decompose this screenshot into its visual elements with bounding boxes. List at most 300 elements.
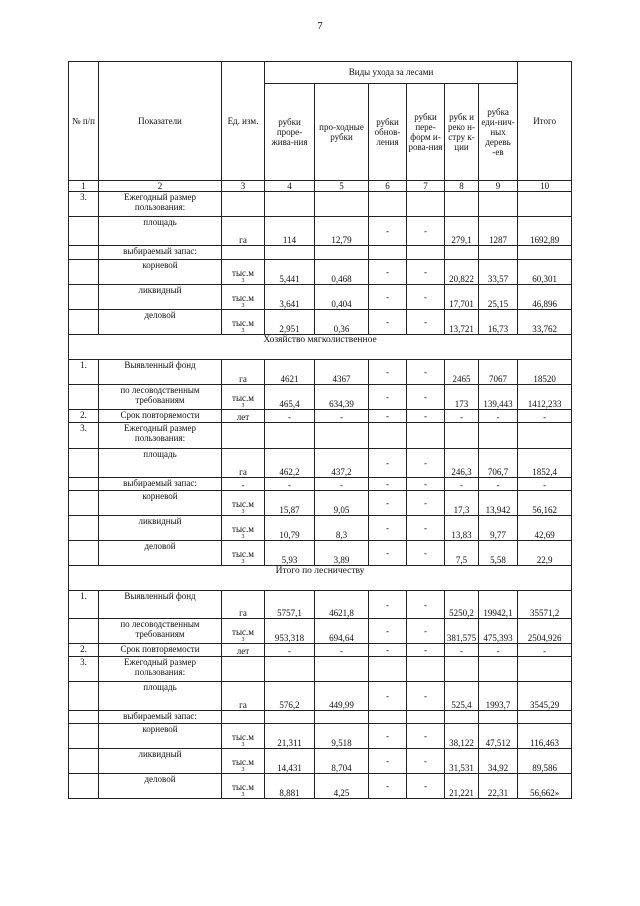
row-value: 2504,926	[518, 619, 572, 644]
row-value: 114	[265, 217, 315, 246]
row-unit	[222, 410, 265, 423]
row-value: -	[407, 285, 445, 310]
row-label: площадь	[99, 449, 222, 478]
table-row	[69, 774, 572, 799]
row-value: 60,301	[518, 260, 572, 285]
row-number: 3.	[69, 657, 99, 682]
row-value	[518, 246, 572, 260]
row-value: 475,393	[479, 619, 518, 644]
row-value: -	[407, 644, 445, 657]
row-value: -	[315, 644, 369, 657]
row-value	[265, 423, 315, 449]
row-value	[518, 711, 572, 724]
row-value: -	[315, 478, 369, 491]
unit-text: тыс.м	[232, 549, 254, 559]
row-label: по лесоводственным требованиям	[99, 385, 222, 410]
row-label: площадь	[99, 217, 222, 246]
row-value: 47,512	[479, 724, 518, 749]
row-label: Ежегодный размер пользования:	[99, 192, 222, 217]
column-number: 9	[479, 181, 518, 192]
row-value: -	[407, 310, 445, 335]
header-col: рубк и реко н-стру к-ции	[445, 84, 479, 181]
row-value	[479, 246, 518, 260]
unit-superscript: 3	[241, 637, 245, 644]
row-value: -	[369, 591, 407, 619]
row-number	[69, 260, 99, 285]
unit-text: тыс.м	[232, 732, 254, 742]
row-value: -	[407, 541, 445, 566]
row-value: 7067	[479, 360, 518, 385]
row-value: 38,122	[445, 724, 479, 749]
row-unit	[222, 478, 265, 491]
row-value: 634,39	[315, 385, 369, 410]
column-number: 7	[407, 181, 445, 192]
row-label: ликвидный	[99, 285, 222, 310]
table-row	[69, 724, 572, 749]
row-value: 5,58	[479, 541, 518, 566]
header-unit: Ед. изм.	[222, 62, 265, 181]
table-row	[69, 644, 572, 657]
row-unit	[222, 619, 265, 644]
row-value: -	[369, 285, 407, 310]
row-value: -	[407, 260, 445, 285]
row-value	[265, 192, 315, 217]
row-value: 246,3	[445, 449, 479, 478]
row-value: 1692,89	[518, 217, 572, 246]
row-value: 449,99	[315, 682, 369, 711]
row-value	[315, 423, 369, 449]
unit-text: тыс.м	[232, 782, 254, 792]
row-value	[369, 192, 407, 217]
table-body	[69, 62, 572, 799]
row-value: -	[369, 682, 407, 711]
header-total: Итого	[518, 62, 572, 181]
row-value: 20,822	[445, 260, 479, 285]
row-value: -	[369, 385, 407, 410]
row-value: -	[445, 478, 479, 491]
row-number	[69, 217, 99, 246]
row-value: 9,77	[479, 516, 518, 541]
row-value: -	[407, 774, 445, 799]
header-group: Виды ухода за лесами	[265, 62, 518, 84]
row-unit	[222, 360, 265, 385]
unit-text: -	[241, 480, 245, 490]
column-number: 6	[369, 181, 407, 192]
row-value	[369, 423, 407, 449]
row-value: 3,89	[315, 541, 369, 566]
row-value: 5,93	[265, 541, 315, 566]
row-value: -	[479, 478, 518, 491]
row-value: 16,73	[479, 310, 518, 335]
row-number	[69, 478, 99, 491]
table-row	[69, 285, 572, 310]
unit-superscript: 3	[241, 559, 245, 566]
row-value: 17,3	[445, 491, 479, 516]
row-unit	[222, 516, 265, 541]
row-number	[69, 285, 99, 310]
row-unit	[222, 423, 265, 449]
unit-text: га	[239, 235, 247, 245]
row-value: 19942,1	[479, 591, 518, 619]
row-value: -	[369, 541, 407, 566]
row-value: 10,79	[265, 516, 315, 541]
row-value: 2,951	[265, 310, 315, 335]
table-row	[69, 423, 572, 449]
row-unit	[222, 285, 265, 310]
row-label: по лесоводственным требованиям	[99, 619, 222, 644]
row-value	[518, 657, 572, 682]
table-row	[69, 711, 572, 724]
row-unit	[222, 246, 265, 260]
row-value: 0,36	[315, 310, 369, 335]
row-value: -	[369, 749, 407, 774]
row-value	[265, 246, 315, 260]
row-value: -	[369, 360, 407, 385]
row-value: 8,3	[315, 516, 369, 541]
row-value: 1412,233	[518, 385, 572, 410]
row-number	[69, 711, 99, 724]
row-label: деловой	[99, 774, 222, 799]
row-number	[69, 749, 99, 774]
row-value	[407, 711, 445, 724]
header-col: рубки проре-жива-ния	[265, 84, 315, 181]
row-number	[69, 246, 99, 260]
row-label: ликвидный	[99, 516, 222, 541]
table-row	[69, 449, 572, 478]
row-value	[518, 192, 572, 217]
row-value	[445, 657, 479, 682]
row-value: 139,443	[479, 385, 518, 410]
row-label: корневой	[99, 724, 222, 749]
row-value: -	[369, 516, 407, 541]
table-row	[69, 192, 572, 217]
table-row	[69, 385, 572, 410]
row-value: 89,586	[518, 749, 572, 774]
section-row	[69, 566, 572, 591]
row-value: -	[407, 449, 445, 478]
row-value: -	[369, 478, 407, 491]
header-col: рубки обнов-ления	[369, 84, 407, 181]
row-value: -	[479, 410, 518, 423]
row-value: 953,318	[265, 619, 315, 644]
column-number: 1	[69, 181, 99, 192]
row-number	[69, 516, 99, 541]
row-label: деловой	[99, 310, 222, 335]
row-number	[69, 385, 99, 410]
row-label: корневой	[99, 260, 222, 285]
row-value: -	[265, 410, 315, 423]
row-value: 9,05	[315, 491, 369, 516]
row-value: -	[369, 644, 407, 657]
unit-text: лет	[236, 646, 250, 656]
row-value: 35571,2	[518, 591, 572, 619]
row-value: 1993,7	[479, 682, 518, 711]
row-value: 4621,8	[315, 591, 369, 619]
unit-superscript: 3	[241, 742, 245, 749]
header-col: рубка еди-нич-ных деревь -ев	[479, 84, 518, 181]
row-unit	[222, 591, 265, 619]
table-row	[69, 478, 572, 491]
row-value	[407, 192, 445, 217]
row-value: 4,25	[315, 774, 369, 799]
column-number: 5	[315, 181, 369, 192]
section-title: Итого по лесничеству	[69, 566, 572, 591]
row-unit	[222, 711, 265, 724]
header-col: рубки пере-форм и-рова-ния	[407, 84, 445, 181]
row-value	[407, 657, 445, 682]
row-label: деловой	[99, 541, 222, 566]
table-row	[69, 541, 572, 566]
row-value: -	[518, 410, 572, 423]
row-label: Ежегодный размер пользования:	[99, 657, 222, 682]
row-value: -	[369, 724, 407, 749]
row-value: 2465	[445, 360, 479, 385]
row-value: -	[407, 619, 445, 644]
unit-text: га	[239, 700, 247, 710]
table-row	[69, 310, 572, 335]
row-value	[315, 192, 369, 217]
row-value: -	[265, 644, 315, 657]
row-label: Ежегодный размер пользования:	[99, 423, 222, 449]
row-value: 12,79	[315, 217, 369, 246]
row-value: -	[407, 724, 445, 749]
row-value: -	[369, 260, 407, 285]
column-number: 2	[99, 181, 222, 192]
row-value: -	[369, 410, 407, 423]
row-value: 31,531	[445, 749, 479, 774]
section-title: Хозяйство мягколиственное	[69, 335, 572, 360]
row-value: 462,2	[265, 449, 315, 478]
row-value: 437,2	[315, 449, 369, 478]
unit-superscript: 3	[241, 328, 245, 335]
row-unit	[222, 192, 265, 217]
row-value	[445, 423, 479, 449]
row-label: выбираемый запас:	[99, 246, 222, 260]
table-row	[69, 491, 572, 516]
row-value	[369, 657, 407, 682]
row-number: 3.	[69, 423, 99, 449]
row-unit	[222, 657, 265, 682]
column-number: 3	[222, 181, 265, 192]
unit-text: тыс.м	[232, 499, 254, 509]
row-value: 33,762	[518, 310, 572, 335]
row-unit	[222, 644, 265, 657]
row-value	[315, 246, 369, 260]
row-value	[445, 192, 479, 217]
row-value: -	[518, 644, 572, 657]
row-value: -	[407, 410, 445, 423]
unit-superscript: 3	[241, 509, 245, 516]
row-label: Выявленный фонд	[99, 360, 222, 385]
row-value: -	[407, 491, 445, 516]
row-label: выбираемый запас:	[99, 711, 222, 724]
header-indicator: Показатели	[99, 62, 222, 181]
row-value	[479, 192, 518, 217]
row-value: -	[407, 749, 445, 774]
row-value: 13,83	[445, 516, 479, 541]
row-value: 13,942	[479, 491, 518, 516]
row-value	[445, 246, 479, 260]
row-value: 3545,29	[518, 682, 572, 711]
row-number	[69, 682, 99, 711]
header-col: про-ходные рубки	[315, 84, 369, 181]
row-value	[445, 711, 479, 724]
unit-text: тыс.м	[232, 757, 254, 767]
row-value: 279,1	[445, 217, 479, 246]
row-value: -	[407, 360, 445, 385]
unit-text: га	[239, 608, 247, 618]
table-row	[69, 360, 572, 385]
table-row	[69, 682, 572, 711]
table-row	[69, 516, 572, 541]
column-number: 10	[518, 181, 572, 192]
row-value: 694,64	[315, 619, 369, 644]
row-unit	[222, 491, 265, 516]
unit-superscript: 3	[241, 278, 245, 285]
table-row	[69, 657, 572, 682]
row-number	[69, 310, 99, 335]
row-unit	[222, 260, 265, 285]
row-label: площадь	[99, 682, 222, 711]
row-value: -	[445, 644, 479, 657]
row-value: 5250,2	[445, 591, 479, 619]
row-number	[69, 541, 99, 566]
row-value: 706,7	[479, 449, 518, 478]
row-label: ликвидный	[99, 749, 222, 774]
row-unit	[222, 774, 265, 799]
row-value: 5757,1	[265, 591, 315, 619]
row-value: 56,662»	[518, 774, 572, 799]
table-row	[69, 260, 572, 285]
page-number: 7	[317, 20, 323, 32]
unit-text: га	[239, 374, 247, 384]
row-value	[479, 711, 518, 724]
row-value	[479, 657, 518, 682]
row-value	[369, 711, 407, 724]
row-value: -	[407, 591, 445, 619]
row-value: 4367	[315, 360, 369, 385]
row-value: -	[407, 682, 445, 711]
row-value: 0,468	[315, 260, 369, 285]
row-value: 7,5	[445, 541, 479, 566]
row-number: 1.	[69, 591, 99, 619]
unit-text: га	[239, 467, 247, 477]
row-value: 18520	[518, 360, 572, 385]
row-value	[407, 423, 445, 449]
row-number	[69, 774, 99, 799]
row-value: 22,31	[479, 774, 518, 799]
row-unit	[222, 724, 265, 749]
header-no: № п/п	[69, 62, 99, 181]
row-value: -	[369, 774, 407, 799]
row-value: 42,69	[518, 516, 572, 541]
row-value: 0,404	[315, 285, 369, 310]
row-value: -	[479, 644, 518, 657]
row-number	[69, 449, 99, 478]
row-value: -	[407, 385, 445, 410]
row-value	[265, 657, 315, 682]
row-value	[315, 657, 369, 682]
row-unit	[222, 217, 265, 246]
row-number: 2.	[69, 644, 99, 657]
row-value: 34,92	[479, 749, 518, 774]
table-row	[69, 619, 572, 644]
row-value: -	[518, 478, 572, 491]
row-value: -	[407, 516, 445, 541]
row-unit	[222, 749, 265, 774]
unit-text: лет	[236, 412, 250, 422]
table-row	[69, 246, 572, 260]
row-value: 381,575	[445, 619, 479, 644]
row-value: 4621	[265, 360, 315, 385]
table-row	[69, 217, 572, 246]
row-label: Срок повторяемости	[99, 410, 222, 423]
row-value	[369, 246, 407, 260]
row-value: 173	[445, 385, 479, 410]
row-value: -	[407, 217, 445, 246]
row-value: 46,896	[518, 285, 572, 310]
row-number	[69, 491, 99, 516]
row-value: 22,9	[518, 541, 572, 566]
row-value: 465,4	[265, 385, 315, 410]
row-value: 5,441	[265, 260, 315, 285]
row-value: -	[369, 449, 407, 478]
row-value: 1287	[479, 217, 518, 246]
row-unit	[222, 385, 265, 410]
row-number	[69, 724, 99, 749]
row-value	[479, 423, 518, 449]
unit-superscript: 3	[241, 767, 245, 774]
unit-text: тыс.м	[232, 318, 254, 328]
row-value: 17,701	[445, 285, 479, 310]
column-number: 4	[265, 181, 315, 192]
row-value: 14,431	[265, 749, 315, 774]
unit-text: тыс.м	[232, 268, 254, 278]
row-value	[315, 711, 369, 724]
row-value: 116,463	[518, 724, 572, 749]
row-value: 8,704	[315, 749, 369, 774]
row-label: Срок повторяемости	[99, 644, 222, 657]
row-value: 9,518	[315, 724, 369, 749]
unit-text: тыс.м	[232, 293, 254, 303]
row-number: 3.	[69, 192, 99, 217]
row-value: 56,162	[518, 491, 572, 516]
unit-superscript: 3	[241, 303, 245, 310]
row-number: 2.	[69, 410, 99, 423]
row-unit	[222, 541, 265, 566]
row-label: выбираемый запас:	[99, 478, 222, 491]
unit-text: тыс.м	[232, 627, 254, 637]
row-value: 21,311	[265, 724, 315, 749]
row-value: -	[369, 217, 407, 246]
unit-text: тыс.м	[232, 393, 254, 403]
unit-text: тыс.м	[232, 524, 254, 534]
row-value: 13,721	[445, 310, 479, 335]
row-value	[518, 423, 572, 449]
unit-superscript: 3	[241, 403, 245, 410]
row-value: -	[369, 491, 407, 516]
row-value: 21,221	[445, 774, 479, 799]
unit-superscript: 3	[241, 792, 245, 799]
unit-superscript: 3	[241, 534, 245, 541]
row-value: 1852,4	[518, 449, 572, 478]
row-value	[265, 711, 315, 724]
table-row	[69, 749, 572, 774]
forest-care-table	[68, 61, 572, 799]
row-value: 3,641	[265, 285, 315, 310]
row-value: 8,881	[265, 774, 315, 799]
row-value	[407, 246, 445, 260]
